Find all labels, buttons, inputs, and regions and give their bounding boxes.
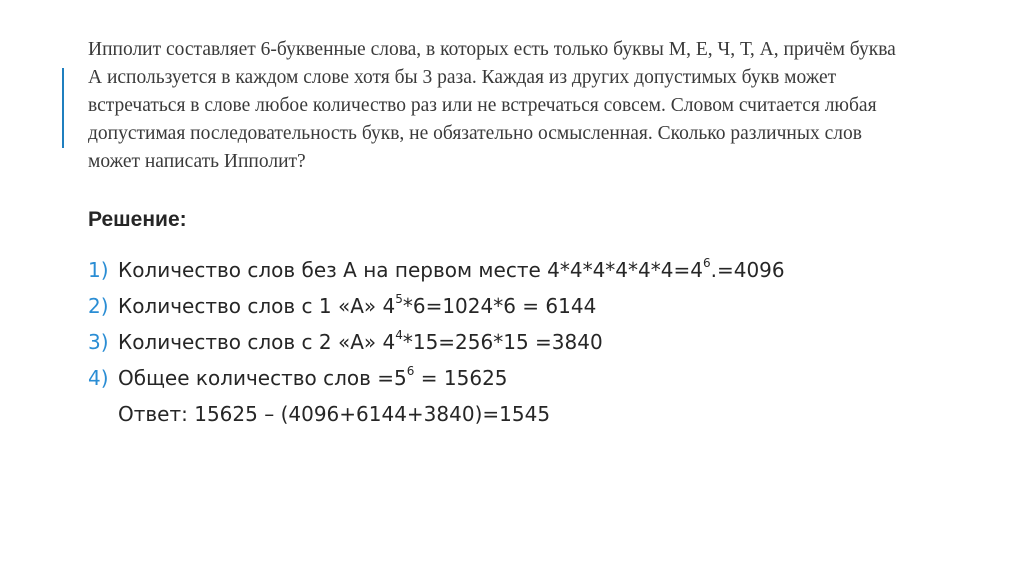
- step-exponent: 4: [395, 328, 403, 343]
- step-text-tail: .=4096: [710, 258, 785, 282]
- problem-line: встречаться в слове любое количество раз или не встречаться совсем. Словом считается любая: [88, 95, 877, 116]
- step-text: [118, 252, 785, 288]
- step-text-main: Количество слов без А на первом месте 4*4*4*4*4*4=4: [118, 258, 703, 282]
- step-number: 1): [88, 258, 109, 282]
- problem-line: А используется в каждом слове хотя бы 3 раза. Каждая из других допустимых букв может: [88, 67, 837, 88]
- problem-statement: [88, 36, 988, 176]
- step-number: 3): [88, 330, 109, 354]
- step-text-tail: *15=256*15 =3840: [402, 330, 603, 354]
- step-text: [118, 324, 603, 360]
- step-text: [118, 360, 508, 396]
- step-exponent: 5: [395, 292, 403, 307]
- answer-text: Ответ: 15625 – (4096+6144+3840)=1545: [118, 402, 551, 426]
- step-exponent: 6: [702, 256, 711, 271]
- solution-heading: Решение:: [88, 208, 187, 231]
- step-text-main: Количество слов с 2 «А» 4: [118, 330, 396, 354]
- problem-line: может написать Ипполит?: [88, 151, 306, 172]
- step-text-tail: = 15625: [414, 366, 508, 390]
- step-number: 2): [88, 294, 109, 318]
- step-text: [118, 288, 596, 324]
- step-text-main: Общее количество слов =5: [118, 366, 407, 390]
- accent-bar: [62, 68, 64, 148]
- step-text-main: Количество слов с 1 «А» 4: [118, 294, 396, 318]
- problem-line: допустимая последовательность букв, не обязательно осмысленная. Сколько различных слов: [88, 123, 862, 144]
- problem-line: Ипполит составляет 6-буквенные слова, в которых есть только буквы М, Е, Ч, Т, А, причём буква: [88, 39, 896, 60]
- step-text-tail: *6=1024*6 = 6144: [402, 294, 597, 318]
- step-number: 4): [88, 366, 109, 390]
- step-exponent: 6: [406, 364, 415, 379]
